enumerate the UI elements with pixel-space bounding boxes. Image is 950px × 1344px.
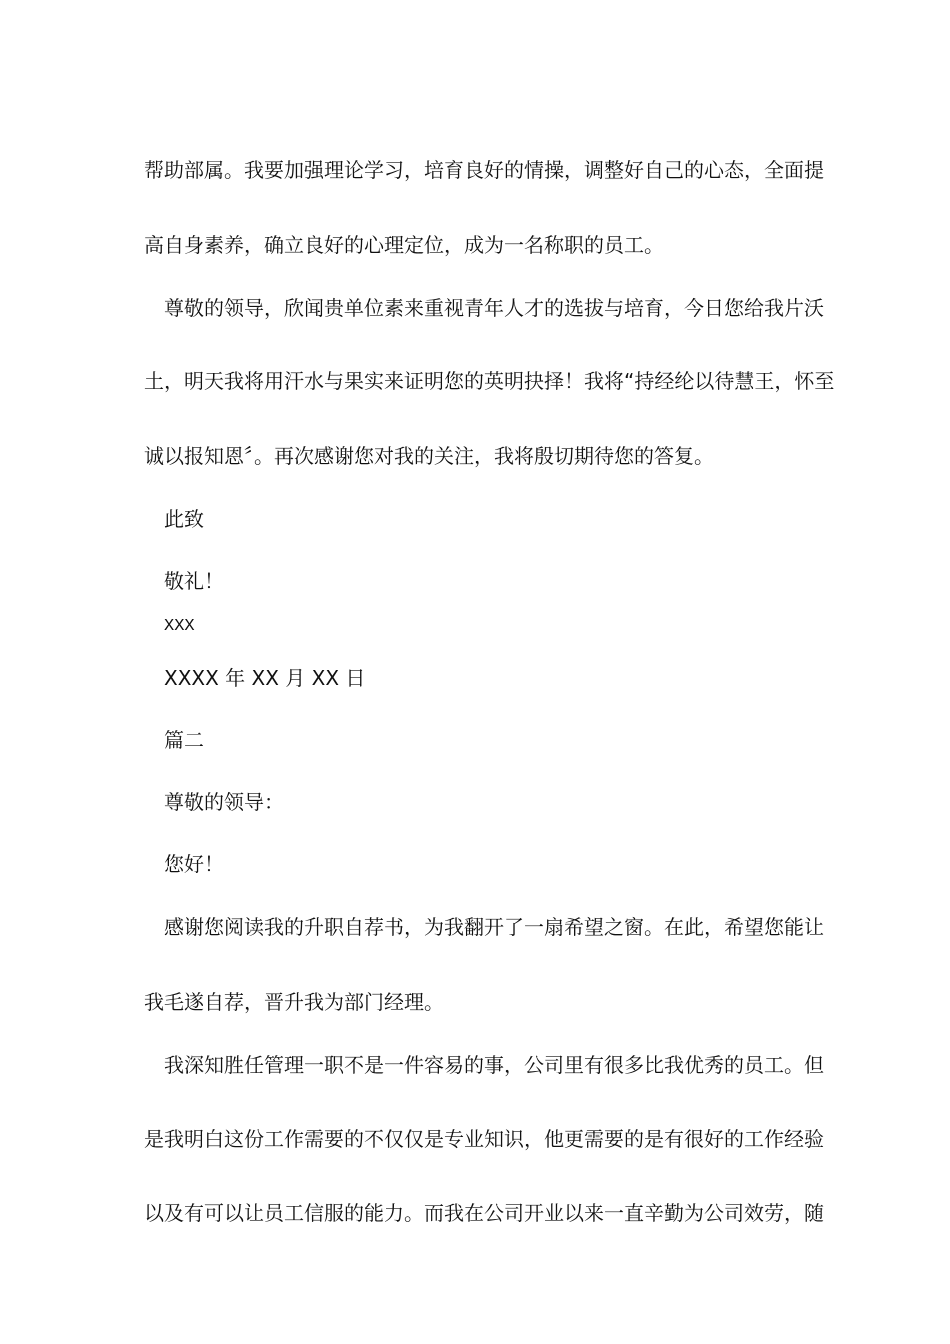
text-line: 我深知胜任管理一职不是一件容易的事，公司里有很多比我优秀的员工。但: [164, 1053, 824, 1077]
text-line: 是我明白这份工作需要的不仅仅是专业知识，他更需要的是有很好的工作经验: [144, 1127, 824, 1151]
text-line: 我毛遂自荐，晋升我为部门经理。: [144, 990, 444, 1014]
text-line: 高自身素养，确立良好的心理定位，成为一名称职的员工。: [144, 233, 664, 257]
closing-salutation: 此致: [164, 507, 204, 531]
signature-name: XXX: [164, 617, 195, 636]
text-line: 感谢您阅读我的升职自荐书，为我翻开了一扇希望之窗。在此，希望您能让: [164, 915, 824, 939]
text-line: 以及有可以让员工信服的能力。而我在公司开业以来一直辛勤为公司效劳，随: [144, 1201, 824, 1225]
signature-date: XXXX 年 XX 月 XX 日: [164, 666, 366, 690]
text-line: 土，明天我将用汗水与果实来证明您的英明抉择！我将“持经纶以待慧王，怀至: [144, 369, 835, 393]
text-line: 尊敬的领导，欣闻贵单位素来重视青年人才的选拔与培育，今日您给我片沃: [164, 296, 824, 320]
text-line: 帮助部属。我要加强理论学习，培育良好的情操，调整好自己的心态，全面提: [144, 158, 824, 182]
letter-greeting: 尊敬的领导：: [164, 790, 284, 814]
letter-opening: 您好！: [164, 852, 224, 876]
closing-regards: 敬礼！: [164, 569, 224, 593]
text-line: 诚以报知恩〞。再次感谢您对我的关注，我将殷切期待您的答复。: [144, 444, 714, 468]
section-heading: 篇二: [164, 728, 204, 752]
